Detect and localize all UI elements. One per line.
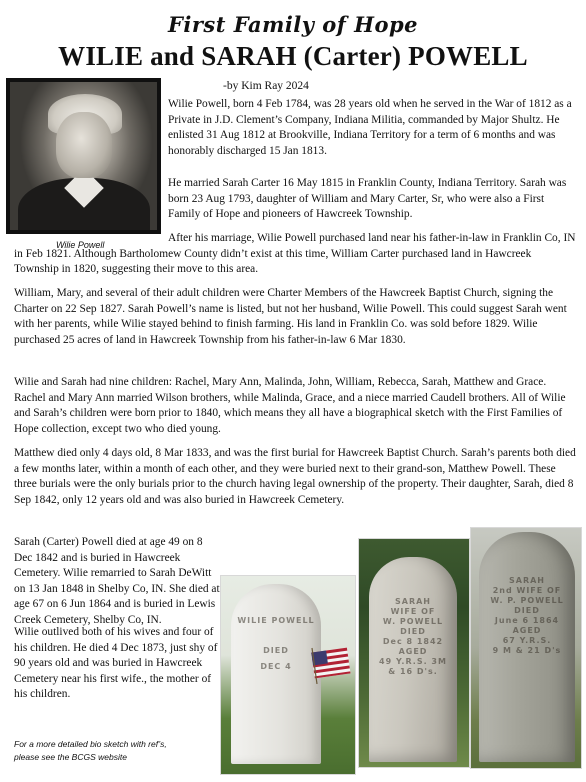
paragraph-church-charter: William, Mary, and several of their adult children were Charter Members of the Hawcreek Baptist Church, signing the Charter on 22 Sep 1827. Sarah Powell’s name is listed, but not her husband, Wilie Powell. This could suggest Sarah went with her parents, while Wilie stayed behind to finish farming. His land in Franklin Co. was sold before 1829. Wilie purchased 25 acres of land in Hawcreek Township from his father-in-law 6 Mar 1830. (14, 287, 567, 346)
page-title: WILIE and SARAH (Carter) POWELL (58, 41, 528, 71)
headstone-wilie-line-2: DIED (263, 646, 289, 655)
series-title: First Family of Hope (167, 12, 419, 37)
headstone-sarah-dewitt-line-1: SARAH (509, 576, 545, 585)
paragraph-wilie-death: Wilie outlived both of his wives and four of his children. He died 4 Dec 1873, just shy of 90 years old and was buried in Hawcreek Cemetery near his first wife., the mother of his children. (14, 626, 218, 701)
byline: -by Kim Ray 2024 (223, 80, 309, 92)
headstone-sarah-carter-line-2: WIFE OF (390, 607, 436, 616)
headstone-wilie-line-3: DEC 4 (260, 662, 292, 671)
headstone-sarah-carter-line-8: & 16 D's. (388, 667, 438, 676)
headstone-sarah-carter-line-1: SARAH (395, 597, 431, 606)
headstone-sarah-carter-line-4: DIED (400, 627, 426, 636)
headstone-photo-sarah-dewitt (470, 527, 582, 769)
headstone-photo-sarah-carter (358, 538, 470, 768)
footnote-line-1: For a more detailed bio sketch with ref’s, (14, 739, 167, 749)
headstone-photo-wilie (220, 575, 356, 775)
paragraph-sarah-death: Sarah (Carter) Powell died at age 49 on 8 Dec 1842 and is buried in Hawcreek Cemetery. Wilie remarried to Sarah DeWitt on 13 Jan 1848 in Shelby Co, IN. She died at age 67 on 6 Jun 1864 and is buried in Lewis Creek Cemetery, Shelby Co, IN. (14, 536, 220, 626)
headstone-sarah-carter-line-6: AGED (398, 647, 428, 656)
headstone-sarah-dewitt-line-2: 2nd WIFE OF (492, 586, 562, 595)
paragraph-children: Wilie and Sarah had nine children: Rachel, Mary Ann, Malinda, John, William, Rebecca, Sarah, Matthew and Grace. Rachel and Mary Ann married Wilson brothers, while Malinda, Grace, and a niece married Caudell brothers. All of Wilie and Sarah’s children were born prior to 1840, which means they all have a biographical sketch with the First Families of Hope collection, except two who died young. (14, 376, 566, 435)
headstone-sarah-dewitt-line-8: 9 M & 21 D's (492, 646, 562, 655)
portrait-caption: Wilie Powell (56, 240, 105, 250)
headstone-sarah-dewitt-line-7: 67 Y.R.S. (502, 636, 552, 645)
footnote-line-2: please see the BCGS website (14, 752, 127, 762)
paragraph-military-service: Wilie Powell, born 4 Feb 1784, was 28 years old when he served in the War of 1812 as a Private in J.D. Clement’s Company, Indiana Militia, commanded by Major Shultz. He enlisted 31 Aug 1812 at Brookville, Indiana Territory for a term of 6 months and was honorably discharged 15 Jan 1813. (168, 98, 572, 157)
portrait-photo (6, 78, 161, 234)
headstone-sarah-dewitt-line-6: AGED (512, 626, 542, 635)
headstone-sarah-dewitt-line-3: W. P. POWELL (490, 596, 564, 605)
headstone-sarah-carter-line-3: W. POWELL (382, 617, 444, 626)
american-flag-icon (309, 644, 353, 684)
paragraph-marriage: He married Sarah Carter 16 May 1815 in Franklin County, Indiana Territory. Sarah was born 23 Aug 1793, daughter of William and Mary Carter, Sr, who were also a First Family of Hope and pioneers of Hawcreek Township. (168, 177, 567, 221)
headstone-sarah-carter-line-7: 49 Y.R.S. 3M (379, 657, 447, 666)
paragraph-land-purchase-text: After his marriage, Wilie Powell purchased land near his father-in-law in Franklin Co, IN in Feb 1821. Although Bartholomew County didn’t exist at this time, William Carter purchased land in Hawcreek Township in 1820, suggesting their move to this area. (14, 232, 576, 276)
headstone-sarah-carter-line-5: Dec 8 1842 (382, 637, 444, 646)
paragraph-burials: Matthew died only 4 days old, 8 Mar 1833, and was the first burial for Hawcreek Baptist Church. Sarah’s parents both died a few months later, within a month of each other, and they were buried next to their grand-son, Matthew Powell. These three burials were the only burials prior to the church having legal ownership of the property. Their daughter, Sarah, died 8 Sep 1842, only 12 years old and was also buried in Hawcreek Cemetery. (14, 447, 576, 506)
headstone-wilie-line-1: WILIE POWELL (237, 616, 315, 625)
footnote (14, 738, 167, 764)
headstone-sarah-carter-inscription (369, 597, 457, 677)
headstone-sarah-dewitt-inscription (479, 576, 575, 656)
headstone-sarah-dewitt-line-4: DIED (514, 606, 540, 615)
headstone-sarah-dewitt-line-5: June 6 1864 (494, 616, 560, 625)
